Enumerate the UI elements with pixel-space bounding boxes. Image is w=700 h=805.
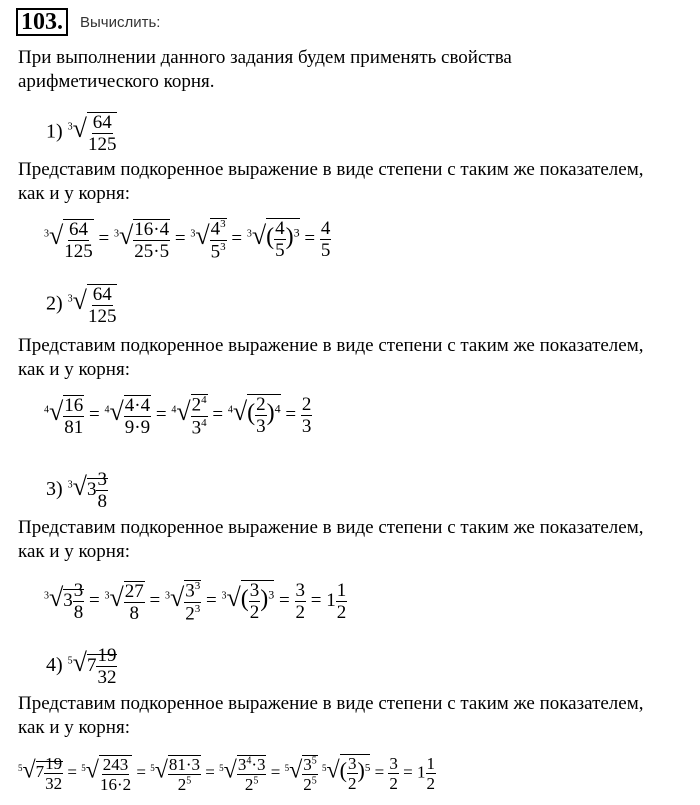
- denominator: 3: [256, 416, 266, 437]
- intro-paragraph: [18, 46, 688, 94]
- explanation-2: [18, 334, 688, 382]
- numerator: 4·4: [124, 394, 151, 416]
- equation-3: $^3$√3 $\frac{3}{8}$ = $^3$√ $\frac{27}{8}$ = $^3$√ $\frac{3^3}{2^3}$ = $^3$√( $\frac{3}{2}$ )$^3$ = $\frac{3}{2}$ = 1 $\frac{1}{2}$: [44, 580, 347, 624]
- numerator: 4: [275, 218, 285, 239]
- base: 2: [177, 774, 187, 794]
- exponent: 5: [186, 774, 192, 786]
- exponent: 4: [201, 416, 207, 429]
- radical-sign: √: [170, 582, 185, 612]
- radical-sign: √: [289, 757, 303, 784]
- root-index: 5: [81, 762, 86, 773]
- numerator: 64: [92, 284, 112, 305]
- explanation-3: [18, 516, 688, 564]
- result-mixed-numerator: 1: [426, 754, 436, 773]
- denominator: 32: [97, 667, 117, 688]
- equals-sign: =: [270, 762, 281, 782]
- explanation-1: [18, 158, 688, 206]
- result-numerator: 3: [295, 580, 305, 601]
- root-index: 4: [227, 404, 233, 416]
- item-3: [46, 470, 108, 511]
- root-index: 5: [150, 762, 155, 773]
- root-index: 5: [322, 762, 327, 773]
- denominator: 5: [275, 240, 285, 261]
- denominator: 2: [348, 774, 357, 793]
- exponent: 3: [194, 580, 201, 593]
- denominator: 8: [97, 491, 107, 512]
- equation-1: $^3$√ $\frac{64}{125}$ = $^3$√ $\frac{16\cdot 4}{25\cdot 5}$ = $^3$√ $\frac{4^3}{5^3}$ = $^3$√( $\frac{4}{5}$ )$^3$ = $\frac{4}{5}$: [44, 218, 331, 262]
- equals-sign: =: [285, 403, 297, 425]
- exponent: 3: [293, 225, 300, 240]
- denominator: 125: [87, 306, 117, 327]
- denominator: 25·5: [134, 240, 170, 262]
- factor: ·3: [251, 754, 266, 774]
- radical-sign: √: [154, 757, 168, 784]
- root-index: 4: [104, 404, 110, 416]
- denominator: 81: [64, 416, 84, 438]
- numerator: 19: [45, 754, 63, 773]
- numerator: 3: [97, 469, 107, 490]
- denominator: 16·2: [99, 774, 132, 794]
- denominator: 125: [64, 240, 93, 262]
- numerator: 16·4: [134, 218, 170, 240]
- explanation-line-1: Представим подкоренное выражение в виде степени с таким же показателем,: [18, 517, 644, 538]
- exponent: 5: [311, 774, 317, 786]
- denominator: 8: [73, 602, 84, 623]
- result-numerator: 2: [301, 394, 312, 415]
- equals-sign: =: [206, 589, 217, 611]
- base: 3: [185, 580, 195, 602]
- radical-sign: √: [226, 582, 241, 612]
- numerator: 3: [249, 580, 260, 601]
- radical-sign: √: [22, 757, 36, 784]
- exponent: 3: [194, 602, 201, 615]
- explanation-line-1: Представим подкоренное выражение в виде степени с таким же показателем,: [18, 159, 644, 180]
- exponent: 3: [220, 218, 226, 231]
- radical-sign: √: [232, 396, 248, 426]
- item-2: [46, 284, 117, 326]
- root-index: 3: [114, 228, 119, 240]
- numerator: 3: [348, 754, 357, 773]
- root-index: 5: [219, 762, 224, 773]
- whole-part: 3: [63, 589, 73, 611]
- equals-sign: =: [205, 762, 215, 782]
- equation-2: $^4$√ $\frac{16}{81}$ = $^4$√ $\frac{4\cdot 4}{9\cdot 9}$ = $^4$√ $\frac{2^4}{3^4}$ = $^4$√( $\frac{2}{3}$ )$^4$ = $\frac{2}{3}$: [44, 394, 312, 438]
- root-index: 5: [18, 762, 23, 773]
- result-denominator: 2: [295, 602, 305, 623]
- explanation-line-2: как и у корня:: [18, 183, 130, 204]
- item-2-expression: [67, 284, 118, 327]
- item-4: [46, 646, 117, 687]
- base: 2: [185, 602, 195, 624]
- radical-sign: √: [72, 286, 87, 316]
- equals-sign: =: [174, 227, 186, 249]
- whole-part: 3: [86, 478, 97, 500]
- radical-sign: √: [326, 757, 340, 784]
- numerator: 27: [124, 580, 144, 602]
- explanation-line-2: как и у корня:: [18, 359, 130, 380]
- problem-number-text: 103.: [21, 9, 63, 35]
- root-index: 5: [284, 762, 290, 773]
- root-index: 3: [104, 590, 110, 602]
- whole-part: 7: [35, 762, 45, 782]
- intro-line-2: арифметического корня.: [18, 71, 215, 92]
- exponent: 5: [311, 754, 317, 766]
- root-index: 3: [165, 590, 170, 602]
- explanation-line-1: Представим подкоренное выражение в виде степени с таким же показателем,: [18, 693, 644, 714]
- equals-sign: =: [279, 589, 290, 611]
- explanation-line-2: как и у корня:: [18, 541, 130, 562]
- radical-sign: √: [195, 220, 210, 250]
- base: 2: [244, 774, 254, 794]
- problem-number: [16, 8, 68, 36]
- whole-part: 7: [86, 654, 97, 676]
- item-2-label: 2): [46, 292, 63, 315]
- radical-sign: √: [251, 220, 267, 250]
- numerator: 64: [92, 112, 112, 133]
- result-denominator: 5: [320, 240, 331, 261]
- equals-sign: =: [89, 403, 100, 425]
- numerator: 2: [256, 394, 266, 415]
- item-4-label: 4): [46, 653, 63, 676]
- radical-sign: √: [72, 647, 87, 677]
- root-index: 3: [190, 228, 196, 240]
- radical-sign: √: [49, 220, 64, 250]
- base: 2: [303, 774, 312, 794]
- base: 5: [210, 240, 221, 262]
- root-index: 4: [171, 404, 177, 416]
- root-index: 3: [221, 590, 227, 602]
- result-mixed-denominator: 2: [336, 602, 347, 623]
- base: 4: [210, 218, 221, 240]
- equals-sign: =: [374, 762, 385, 782]
- result-numerator: 4: [320, 218, 331, 239]
- base: 3: [191, 416, 202, 438]
- result-denominator: 3: [301, 416, 312, 437]
- result-numerator: 3: [389, 754, 398, 773]
- numerator: 16: [64, 394, 84, 416]
- exponent: 3: [220, 240, 226, 253]
- equation-4: $^5$√7 $\frac{19}{32}$ = $^5$√ $\frac{243}{16\cdot 2}$ = $^5$√ $\frac{81\cdot 3}{2^5}$ = $^5$√ $\frac{3^4\cdot 3}{2^5}$ = $^5$√ $\frac{3^5}{2^5}$ $^5$√( $\frac{3}{2}$ )$^5$ = $\frac{3}{2}$ = 1 $\frac{1}{2}$: [18, 754, 436, 794]
- result-mixed-denominator: 2: [426, 774, 436, 793]
- radical-sign: √: [72, 471, 87, 501]
- result-whole: 1: [326, 589, 336, 611]
- exponent: 4: [201, 394, 207, 407]
- radical-sign: √: [109, 582, 124, 612]
- numerator: 81·3: [168, 754, 201, 774]
- result-mixed-numerator: 1: [336, 580, 347, 601]
- base: 3: [237, 754, 247, 774]
- equals-sign: =: [67, 762, 78, 782]
- result-whole: 1: [417, 762, 426, 782]
- radical-sign: √: [49, 396, 64, 426]
- radical-sign: √: [119, 220, 134, 250]
- denominator: 32: [45, 774, 63, 793]
- radical-sign: √: [85, 757, 99, 784]
- denominator: 125: [87, 134, 117, 155]
- equals-sign: =: [98, 227, 110, 249]
- radical-sign: √: [49, 582, 64, 612]
- numerator: 3: [73, 580, 84, 601]
- radical-sign: √: [72, 114, 87, 144]
- radical-sign: √: [176, 396, 191, 426]
- radical-sign: √: [223, 757, 237, 784]
- root-index: 3: [67, 479, 73, 491]
- denominator: 2: [249, 602, 260, 623]
- exponent: 4: [246, 754, 252, 766]
- equals-sign: =: [403, 762, 413, 782]
- item-3-expression: [67, 469, 108, 512]
- root-index: 3: [67, 294, 73, 306]
- equals-sign: =: [212, 403, 224, 425]
- denominator: 8: [129, 602, 140, 624]
- exponent: 5: [253, 774, 259, 786]
- equals-sign: =: [231, 227, 243, 249]
- equals-sign: =: [155, 403, 167, 425]
- root-index: 5: [67, 655, 73, 667]
- radical-sign: √: [109, 396, 124, 426]
- root-index: 3: [67, 122, 73, 134]
- numerator: 243: [102, 754, 129, 774]
- equals-sign: =: [89, 589, 100, 611]
- equals-sign: =: [304, 227, 316, 249]
- task-label: Вычислить:: [80, 14, 161, 31]
- root-index: 3: [44, 590, 49, 602]
- exponent: 5: [364, 761, 371, 774]
- denominator: 9·9: [124, 416, 151, 438]
- root-index: 3: [246, 228, 252, 240]
- item-3-label: 3): [46, 477, 63, 500]
- item-1-expression: [67, 112, 118, 155]
- numerator: 19: [97, 645, 117, 666]
- equals-sign: =: [136, 762, 146, 782]
- item-4-expression: [67, 645, 118, 688]
- numerator: 64: [69, 218, 89, 240]
- exponent: 3: [268, 587, 275, 602]
- equals-sign: =: [149, 589, 161, 611]
- item-1: [46, 112, 117, 154]
- base: 2: [191, 394, 202, 416]
- item-1-label: 1): [46, 120, 63, 143]
- root-index: 3: [44, 228, 49, 240]
- intro-line-1: При выполнении данного задания будем применять свойства: [18, 47, 512, 68]
- root-index: 4: [44, 404, 49, 416]
- explanation-line-2: как и у корня:: [18, 717, 130, 738]
- equals-sign: =: [310, 589, 322, 611]
- explanation-4: [18, 692, 688, 740]
- base: 3: [303, 754, 312, 774]
- exponent: 4: [274, 401, 281, 416]
- result-denominator: 2: [389, 774, 398, 793]
- explanation-line-1: Представим подкоренное выражение в виде степени с таким же показателем,: [18, 335, 644, 356]
